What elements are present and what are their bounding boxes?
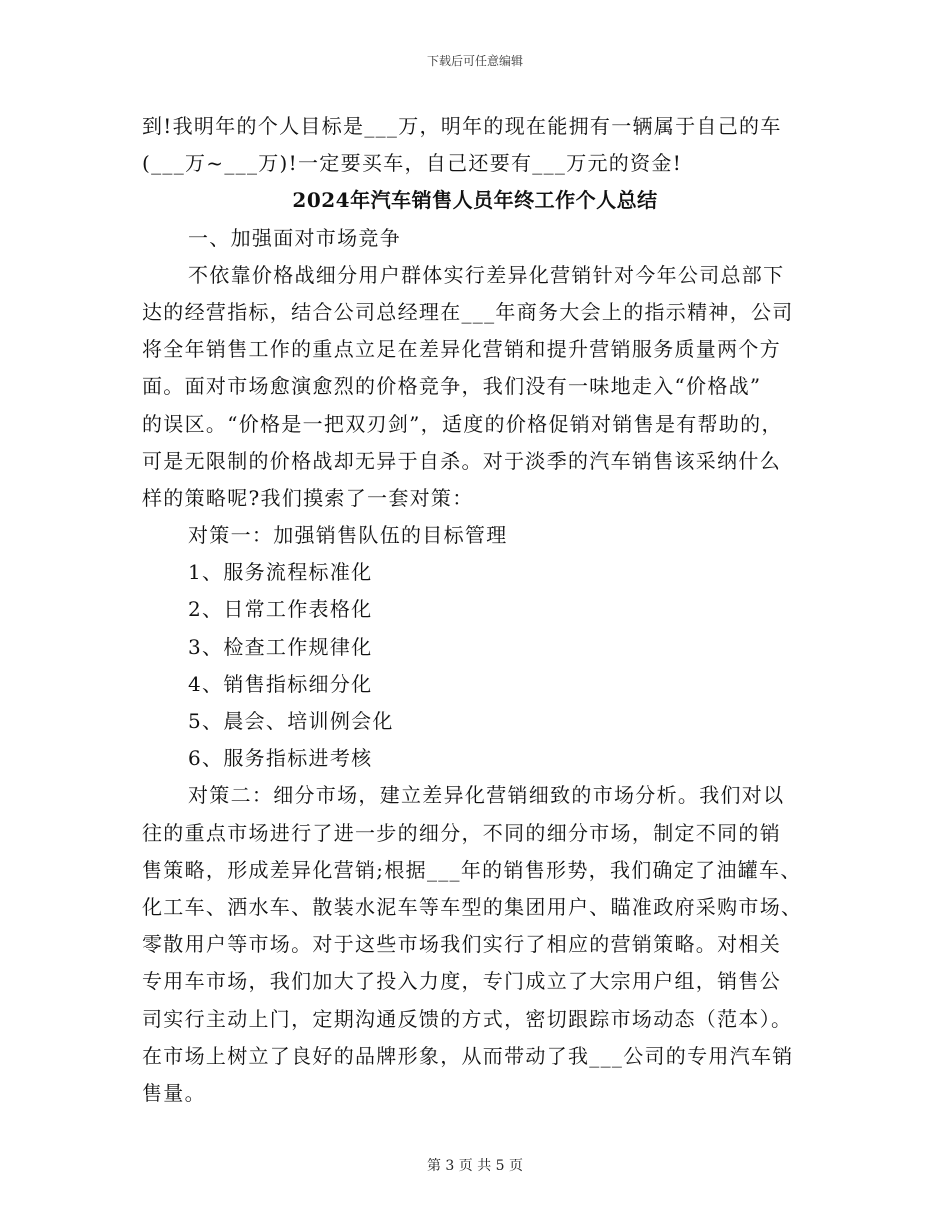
paragraph-line: 样的策略呢?我们摸索了一套对策： [142,485,474,510]
list-item: 2、日常工作表格化 [188,597,373,622]
paragraph-line: 将全年销售工作的重点立足在差异化营销和提升营销服务质量两个方 [142,337,781,362]
paragraph-line: 面。面对市场愈演愈烈的价格竞争，我们没有一味地走入“价格战” [142,374,762,399]
paragraph-line: 的误区。“价格是一把双刃剑”，适度的价格促销对销售是有帮助的， [142,411,783,436]
paragraph-line: (___万~___万)!一定要买车，自己还要有___万元的资金! [142,151,683,176]
list-item: 1、服务流程标准化 [188,560,373,585]
document-body [142,108,808,1112]
paragraph-line: 不依靠价格战细分用户群体实行差异化营销针对今年公司总部下 [188,262,785,287]
list-item: 4、销售指标细分化 [188,671,373,696]
paragraph-line: 售策略，形成差异化营销;根据___年的销售形势，我们确定了油罐车、 [142,857,802,882]
paragraph-line: 售量。 [142,1080,206,1105]
page-header: 下载后可任意编辑 [426,54,523,68]
paragraph-line: 化工车、洒水车、散装水泥车等车型的集团用户、瞄准政府采购市场、 [142,894,803,919]
list-item: 5、晨会、培训例会化 [188,709,394,733]
paragraph-line: 零散用户等市场。对于这些市场我们实行了相应的营销策略。对相关 [142,932,781,957]
paragraph-line: 在市场上树立了良好的品牌形象，从而带动了我___公司的专用汽车销 [142,1043,794,1068]
list-item: 3、检查工作规律化 [188,634,373,659]
strategy-heading: 对策一：加强销售队伍的目标管理 [188,523,508,548]
paragraph-line: 往的重点市场进行了进一步的细分，不同的细分市场，制定不同的销 [142,820,781,845]
paragraph-line: 司实行主动上门，定期沟通反馈的方式，密切跟踪市场动态（范本）。 [142,1006,793,1031]
paragraph-line: 达的经营指标，结合公司总经理在___年商务大会上的指示精神，公司 [142,299,794,324]
paragraph-line: 到!我明年的个人目标是___万，明年的现在能拥有一辆属于自己的车 [142,114,782,138]
paragraph-line: 专用车市场，我们加大了投入力度，专门成立了大宗用户组，销售公 [142,969,781,994]
paragraph-line: 对策二：细分市场，建立差异化营销细致的市场分析。我们对以 [188,783,785,808]
paragraph-line: 可是无限制的价格战却无异于自杀。对于淡季的汽车销售该采纳什么 [142,448,781,473]
page-number-footer: 第 3 页 共 5 页 [426,1158,524,1174]
document-title: 2024年汽车销售人员年终工作个人总结 [292,188,658,213]
section-heading: 一、加强面对市场竞争 [188,225,401,250]
list-item: 6、服务指标进考核 [188,746,373,771]
